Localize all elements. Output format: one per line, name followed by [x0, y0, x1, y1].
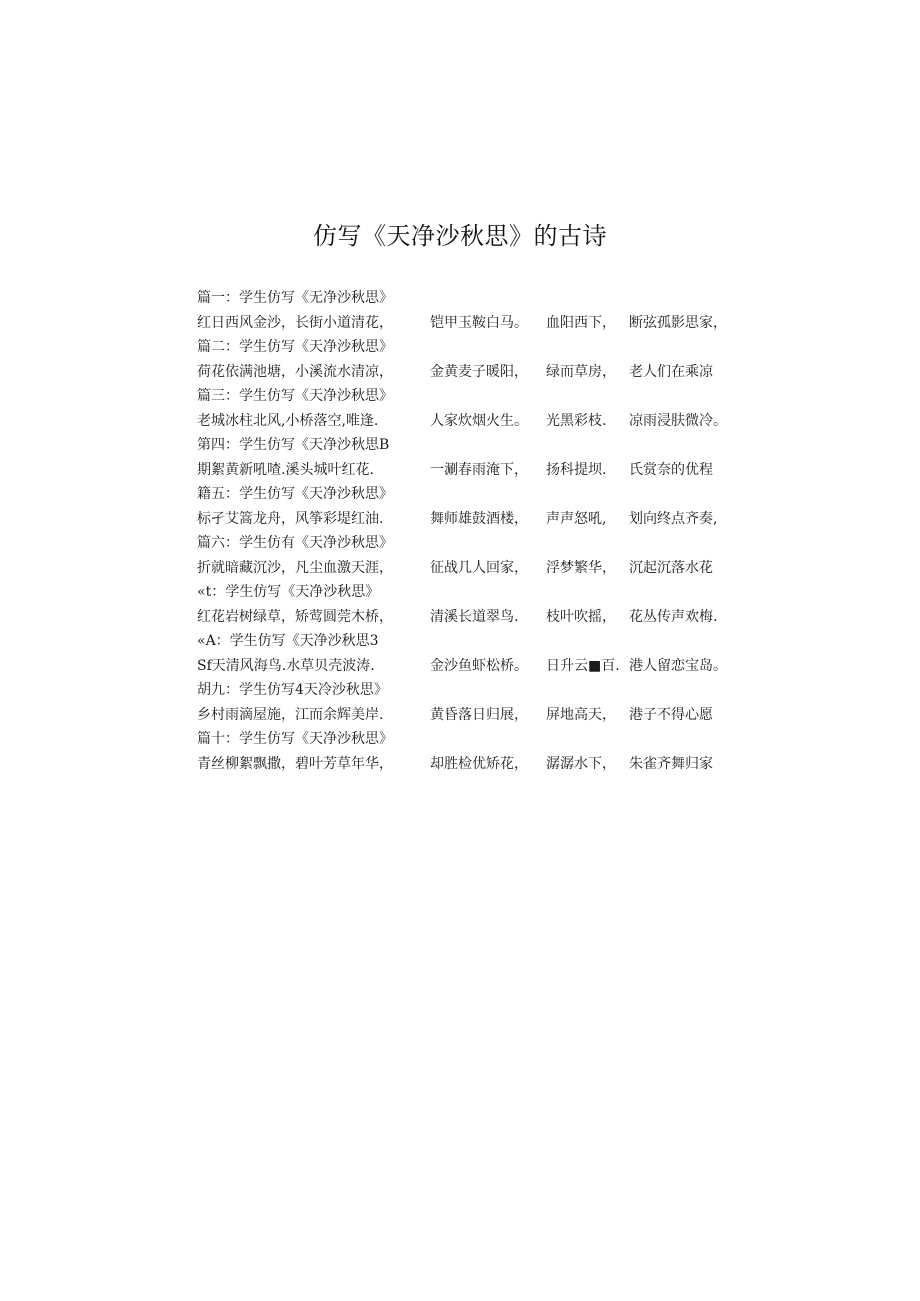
- poem-heading: 篇二：学生仿写《天净沙秋思》: [197, 339, 393, 355]
- poem-line: 血阳西下，: [546, 315, 616, 331]
- poem-heading: 籍五：学生仿写《天净沙秋思》: [197, 486, 393, 502]
- poem-line: 扬科提坝.: [546, 462, 607, 478]
- poem-line: Sf天清风海鸟.水草贝壳波涛.: [197, 658, 375, 674]
- poem-line: 港人留恋宝岛。: [629, 658, 727, 674]
- poem-4: [197, 433, 757, 482]
- poem-line: 绿而草房，: [546, 364, 616, 380]
- poem-line: 铠甲玉鞍白马。: [430, 315, 528, 331]
- poem-line: 港子不得心愿: [629, 707, 713, 723]
- poem-heading: 篇一：学生仿写《无净沙秋思》: [197, 290, 393, 306]
- poem-line: 划向终点齐奏,: [629, 511, 718, 527]
- poem-line: 浮梦繁华，: [546, 560, 616, 576]
- poem-lines: [197, 703, 757, 727]
- poem-line: 日升云■百.: [546, 658, 620, 674]
- page-title: 仿写《天净沙秋思》的古诗: [313, 222, 607, 250]
- poem-line: 光黑彩枝.: [546, 413, 607, 429]
- poem-7: [197, 580, 757, 629]
- poem-heading: 第四：学生仿写《天净沙秋思B: [197, 437, 390, 453]
- poem-line: 舞师雄鼓酒楼，: [430, 511, 528, 527]
- poem-6: [197, 531, 757, 580]
- poem-list: [197, 286, 757, 776]
- poem-3: [197, 384, 757, 433]
- poem-line: 沉起沉落水花: [629, 560, 713, 576]
- poem-heading: 篇六：学生仿有《天净沙秋思》: [197, 535, 393, 551]
- poem-line: 征战几人回家，: [430, 560, 528, 576]
- poem-heading: 篇十：学生仿写《天净沙秋思》: [197, 731, 393, 747]
- poem-line: 荷花依满池塘，小溪流水清凉，: [197, 364, 393, 380]
- poem-line: 标孑艾篙龙舟，风筝彩堤红油.: [197, 511, 384, 527]
- poem-lines: [197, 360, 757, 384]
- poem-line: 老城冰柱北风,小桥落空,唯逢.: [197, 413, 379, 429]
- poem-line: 朱雀齐舞归家: [629, 756, 713, 772]
- poem-line: 金黄麦子暖阳，: [430, 364, 528, 380]
- poem-heading: «A：学生仿写《天净沙秋思3: [197, 633, 379, 649]
- poem-1: [197, 286, 757, 335]
- poem-heading: 胡九：学生仿写4天冷沙秋思》: [197, 682, 388, 698]
- poem-line: 潺潺水下，: [546, 756, 616, 772]
- poem-lines: [197, 654, 757, 678]
- poem-lines: [197, 507, 757, 531]
- poem-line: 凉雨浸肤微冷。: [629, 413, 727, 429]
- poem-line: 一涮春雨淹下，: [430, 462, 528, 478]
- poem-line: 红花岩树绿草，矫莺圆莞木桥，: [197, 609, 393, 625]
- poem-line: 枝叶吹摇，: [546, 609, 616, 625]
- poem-2: [197, 335, 757, 384]
- poem-line: 清溪长道翠鸟.: [430, 609, 519, 625]
- poem-line: 老人们在乘凉: [629, 364, 713, 380]
- poem-5: [197, 482, 757, 531]
- poem-line: 折就暗藏沉沙，凡尘血激天涯，: [197, 560, 393, 576]
- poem-line: 声声怒吼,: [546, 511, 607, 527]
- poem-heading: «t：学生仿写《天净沙秋思》: [197, 584, 380, 600]
- poem-8: [197, 629, 757, 678]
- poem-line: 金沙鱼虾松桥。: [430, 658, 528, 674]
- poem-line: 乡村雨滴屋施，江而余辉美岸.: [197, 707, 384, 723]
- poem-lines: [197, 458, 757, 482]
- poem-lines: [197, 605, 757, 629]
- poem-line: 青丝柳絮飘撒，碧叶芳草年华，: [197, 756, 393, 772]
- poem-line: 红日西风金沙，长街小道清花，: [197, 315, 393, 331]
- poem-9: [197, 678, 757, 727]
- poem-lines: [197, 409, 757, 433]
- poem-lines: [197, 556, 757, 580]
- poem-heading: 篇三：学生仿写《天净沙秋思》: [197, 388, 393, 404]
- poem-line: 氏赏奈的优程: [629, 462, 713, 478]
- poem-lines: [197, 311, 757, 335]
- poem-line: 黄昏落日归展，: [430, 707, 528, 723]
- poem-line: 期絮黄新吼喳.溪头城叶红花.: [197, 462, 374, 478]
- poem-lines: [197, 752, 757, 776]
- poem-10: [197, 727, 757, 776]
- poem-line: 花丛传声欢梅.: [629, 609, 718, 625]
- poem-line: 断弦孤影思家，: [629, 315, 727, 331]
- poem-line: 人家炊烟火生。: [430, 413, 528, 429]
- poem-line: 却胜检优矫花，: [430, 756, 528, 772]
- poem-line: 屏地高天，: [546, 707, 616, 723]
